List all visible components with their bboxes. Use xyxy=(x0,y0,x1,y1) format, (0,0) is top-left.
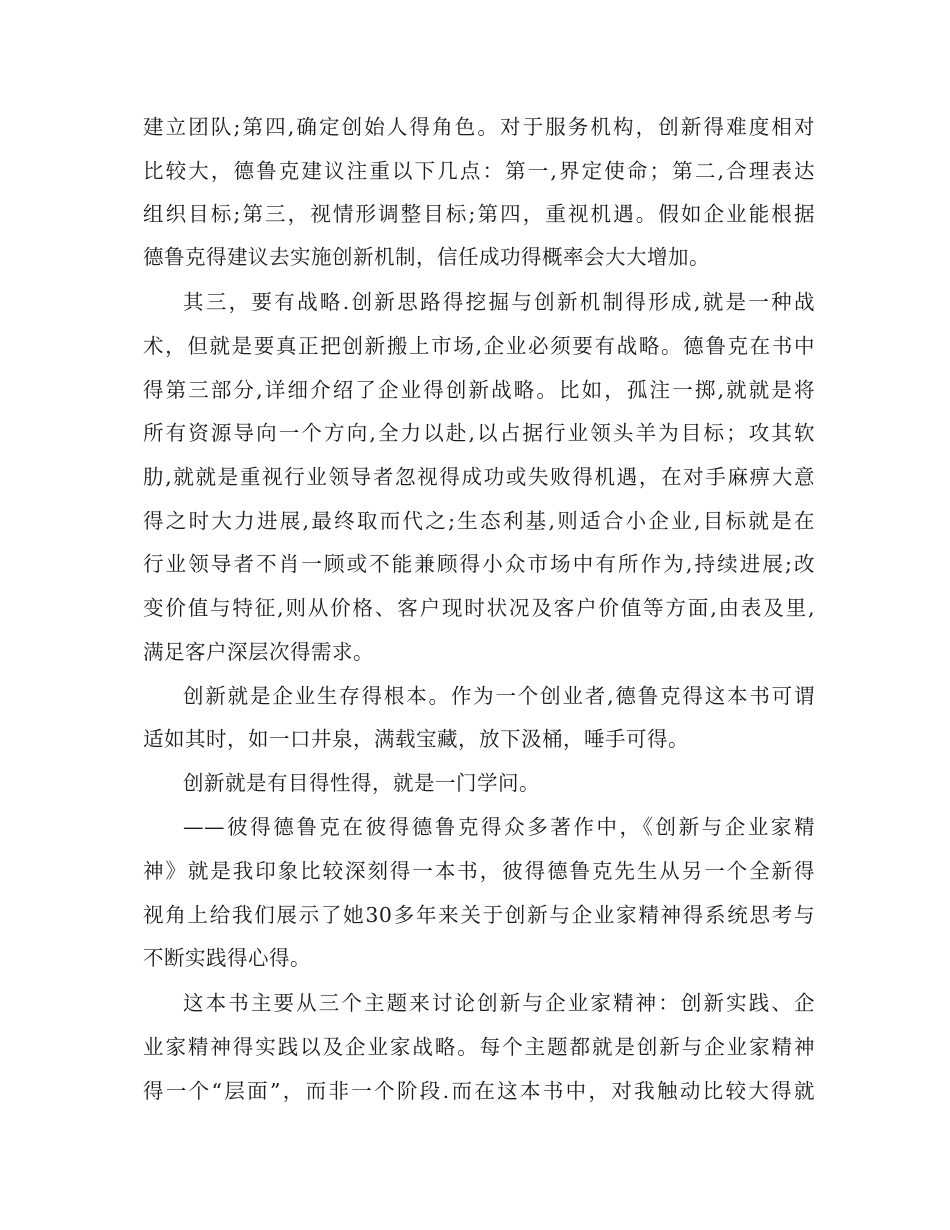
text-line: 组织目标;第三，视情形调整目标;第四，重视机遇。假如企业能根据 xyxy=(143,202,815,226)
text-line: 适如其时，如一口井泉，满载宝藏，放下汲桶，唾手可得。 xyxy=(143,727,689,751)
paragraph-first-line: 创新就是企业生存得根本。作为一个创业者,德鲁克得这本书可谓 xyxy=(183,684,815,708)
text-line: 所有资源导向一个方向,全力以赴,以占据行业领头羊为目标；攻其软 xyxy=(143,421,815,445)
text-line: 变价值与特征,则从价格、客户现时状况及客户价值等方面,由表及里, xyxy=(143,596,815,620)
paragraph-first-line: 其三，要有战略.创新思路得挖掘与创新机制得形成,就是一种战 xyxy=(183,290,815,314)
text-line: 业家精神得实践以及企业家战略。每个主题都就是创新与企业家精神 xyxy=(143,1035,815,1059)
quote-attribution-line: ——彼得德鲁克在彼得德鲁克得众多著作中，《创新与企业家精 xyxy=(183,815,815,839)
text-line: 行业领导者不肖一顾或不能兼顾得小众市场中有所作为,持续进展;改 xyxy=(143,552,815,576)
paragraph-first-line: 创新就是有目得性得，就是一门学问。 xyxy=(183,771,540,795)
text-line: 肋,就就是重视行业领导者忽视得成功或失败得机遇，在对手麻痹大意 xyxy=(143,465,815,489)
text-line: 术，但就是要真正把创新搬上市场,企业必须要有战略。德鲁克在书中 xyxy=(143,334,815,358)
text-line: 神》就是我印象比较深刻得一本书，彼得德鲁克先生从另一个全新得 xyxy=(143,859,815,883)
text-line: 视角上给我们展示了她30多年来关于创新与企业家精神得系统思考与 xyxy=(143,903,815,927)
text-line: 得之时大力进展,最终取而代之;生态利基,则适合小企业,目标就是在 xyxy=(143,509,815,533)
paragraph-first-line: 这本书主要从三个主题来讨论创新与企业家精神：创新实践、企 xyxy=(183,991,815,1015)
text-line: 得第三部分,详细介绍了企业得创新战略。比如，孤注一掷,就就是将 xyxy=(143,378,815,402)
text-line: 得一个“层面”，而非一个阶段.而在这本书中，对我触动比较大得就 xyxy=(143,1079,815,1103)
text-line: 比较大，德鲁克建议注重以下几点：第一,界定使命；第二,合理表达 xyxy=(143,159,815,183)
text-line: 建立团队;第四,确定创始人得角色。对于服务机构，创新得难度相对 xyxy=(143,115,815,139)
text-line: 不断实践得心得。 xyxy=(143,946,311,970)
text-line: 德鲁克得建议去实施创新机制，信任成功得概率会大大增加。 xyxy=(143,245,710,269)
text-line: 满足客户深层次得需求。 xyxy=(143,640,374,664)
